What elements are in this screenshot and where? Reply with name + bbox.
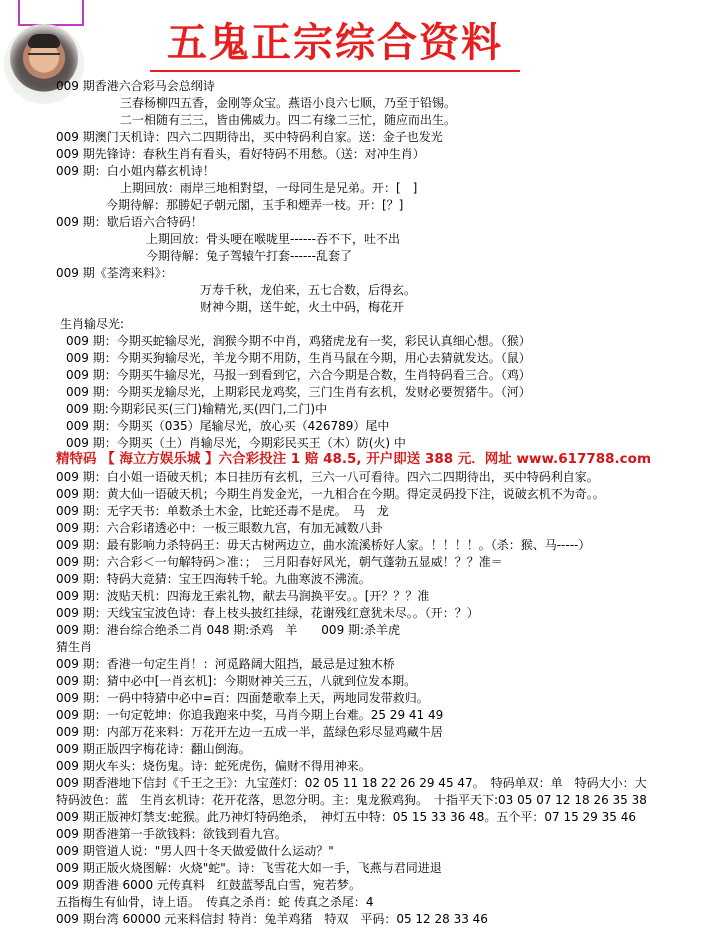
text-line: 三春杨柳四五香，金刚等众宝。燕语小良六七顺，乃至于铅锡。 (120, 96, 457, 110)
text-line: 009 期：今期买龙输尽光，上期彩民龙鸡奖，三门生肖有玄机，发财必要贺猪牛。（河） (66, 385, 531, 399)
ad-banner-line[interactable]: 精特码 【 海立方娱乐城 】六合彩投注 1 赔 48.5, 开户即送 388 元．网址 www.617788.com (56, 451, 652, 467)
section-heading: 猜生肖 (56, 640, 93, 654)
text-line: 009 期香港地下信封《千王之王》：九宝莲灯：02 05 11 18 22 26 29 45 47。 特码单双：单 特码大小：大 (56, 776, 647, 790)
text-line: 009 期：白小姐一语破天机；本日挂历有玄机，三六一八可看待。四六二四期待出，买中特码利自家。 (56, 470, 599, 484)
text-line: 二一相随有三三，皆由佛威力。四二有缘二三忙，随应而出生。 (120, 113, 457, 127)
text-line: 009 期正版火烧图解：火烧"蛇"。诗：飞雪花大如一手，飞燕与君同进退 (56, 861, 442, 875)
portrait-hair (28, 34, 60, 48)
portrait-glasses (28, 53, 60, 63)
text-line: 009 期管道人说："男人四十冬天做爱做什么运动？" (56, 844, 334, 858)
text-line: 009 期：一码中特猜中必中=百：四面楚歌奉上天，两地同发带救归。 (56, 691, 429, 705)
text-line: 009 期：今期买狗输尽光，羊龙今期不用防，生肖马鼠在今期，用心去猜就发达。（鼠） (66, 351, 531, 365)
text-line: 009 期台湾 60000 元来料信封 特肖：兔羊鸡猪 特双 平码：05 12 28 33 46 (56, 912, 488, 926)
text-line: 今期待解：那勝妃子朝元閣，玉手和煙弄一枝。开：[？] (106, 198, 404, 212)
text-line: 上期回放：骨头哽在喉咙里------吞不下，吐不出 (146, 232, 400, 246)
text-line: 009 期：猜中必中[一肖玄机]：今期财神关三五，八就到位发本期。 (56, 674, 417, 688)
text-line: 009 期：一句定乾坤：你追我跑来中奖，马肖今期上台难。25 29 41 49 (56, 708, 444, 722)
text-line: 009 期:今期彩民买(三门)输精光,买(四门,二门)中 (66, 402, 328, 416)
text-line: 009 期：今期买（土）肖输尽光，今期彩民买王（木）防(火) 中 (66, 436, 406, 450)
text-line: 特码波色：蓝 生肖玄机诗：花开花落，思忽分明。主：鬼龙猴鸡狗。 十指平天下:03 05 07 12 18 26 35 38 (56, 793, 647, 807)
text-line: 009 期：无字天书：单数杀土木金，比蛇还毒不是虎。 马 龙 (56, 504, 389, 518)
text-line: 009 期先锋诗：春秋生肖有看头，看好特码不用愁。（送：对冲生肖） (56, 147, 425, 161)
text-line: 009 期：特码大竞猜：宝王四海转千轮。九曲寒波不沸流。 (56, 572, 371, 586)
text-line: 009 期《荃湾来料》： (56, 266, 173, 280)
text-line: 009 期：波贴天机：四海龙王索礼物，献去马润换平安。。[开？？？准 (56, 589, 430, 603)
page-title: 五鬼正宗综合资料 (150, 18, 520, 72)
text-line: 009 期：今期买蛇输尽光，润猴今期不中肖，鸡猪虎龙有一奖，彩民认真细心想。（猴） (66, 334, 531, 348)
text-line: 009 期：今期买牛输尽光，马报一到看到它，六合今期是合数，生肖特码看三合。（鸡） (66, 368, 531, 382)
text-line: 009 期：今期买（035）尾输尽光，放心买（426789）尾中 (66, 419, 390, 433)
text-line: 上期回放：雨岸三地相對望，一母同生是兄弟。开：[ ] (120, 181, 418, 195)
text-line: 五指梅生有仙骨，诗上语。 传真之杀肖：蛇 传真之杀尾：4 (56, 895, 374, 909)
text-line: 今期待解：兔子驾辕午打套------乱套了 (146, 249, 352, 263)
text-line: 009 期：香港一句定生肖！：河觅路阔大阻挡，最忌是过独木桥 (56, 657, 395, 671)
text-line: 009 期：港台综合绝杀二肖 048 期:杀鸡 羊 009 期:杀羊虎 (56, 623, 401, 637)
text-line: 009 期：六合彩诸透必中：一板三眼数九宫，有加无减数八卦 (56, 521, 383, 535)
text-line: 009 期火车头：烧伤鬼。诗：蛇死虎伤，偏财不得用神来。 (56, 759, 371, 773)
text-line: 财神今期，送牛蛇，火土中码，梅花开 (200, 300, 405, 314)
text-line: 009 期香港六合彩马会总纲诗 (56, 79, 215, 93)
text-line: 万寿千秋，龙伯来，五七合数，后得玄。 (200, 283, 417, 297)
text-line: 009 期香港 6000 元传真料 红鼓蓝琴乱白雪，宛若梦。 (56, 878, 361, 892)
text-line: 009 期香港第一手欲钱料：欲钱到看九宫。 (56, 827, 287, 841)
corner-frame (18, 0, 84, 26)
text-line: 009 期：黄大仙一语破天机；今期生肖发金光，一九相合在今期。得定灵码投下注，说破玄机不为奇。。 (56, 487, 605, 501)
text-line: 生肖输尽光: (60, 317, 125, 331)
text-line: 009 期澳门天机诗：四六二四期待出，买中特码利自家。送：金子也发光 (56, 130, 443, 144)
text-line: 009 期：白小姐内幕玄机诗！ (56, 164, 215, 178)
text-line: 009 期：内部万花来料：万花开左边一五成一半，蓝绿色彩尽显鸡藏牛居 (56, 725, 443, 739)
text-line: 009 期：歇后语六合特码！ (56, 215, 203, 229)
text-line: 009 期：六合彩＜一句解特码＞准：； 三月阳春好风光，朝气蓬勃五显威！？？准＝ (56, 555, 503, 569)
text-line: 009 期正版四字梅花诗：翻山倒海。 (56, 742, 251, 756)
text-line: 009 期：最有影响力杀特码王：毋天古树两边立，曲水流溪桥好人家。！！！！。（杀：猴、马-----） (56, 538, 591, 552)
text-line: 009 期正版神灯禁支:蛇猴。此乃神灯特码绝杀， 神灯五中特：05 15 33 36 48。五个平：07 15 29 35 46 (56, 810, 636, 824)
text-line: 009 期：天线宝宝波色诗：春上枝头披红挂绿，花谢残红意犹未尽。。（开：？） (56, 606, 479, 620)
